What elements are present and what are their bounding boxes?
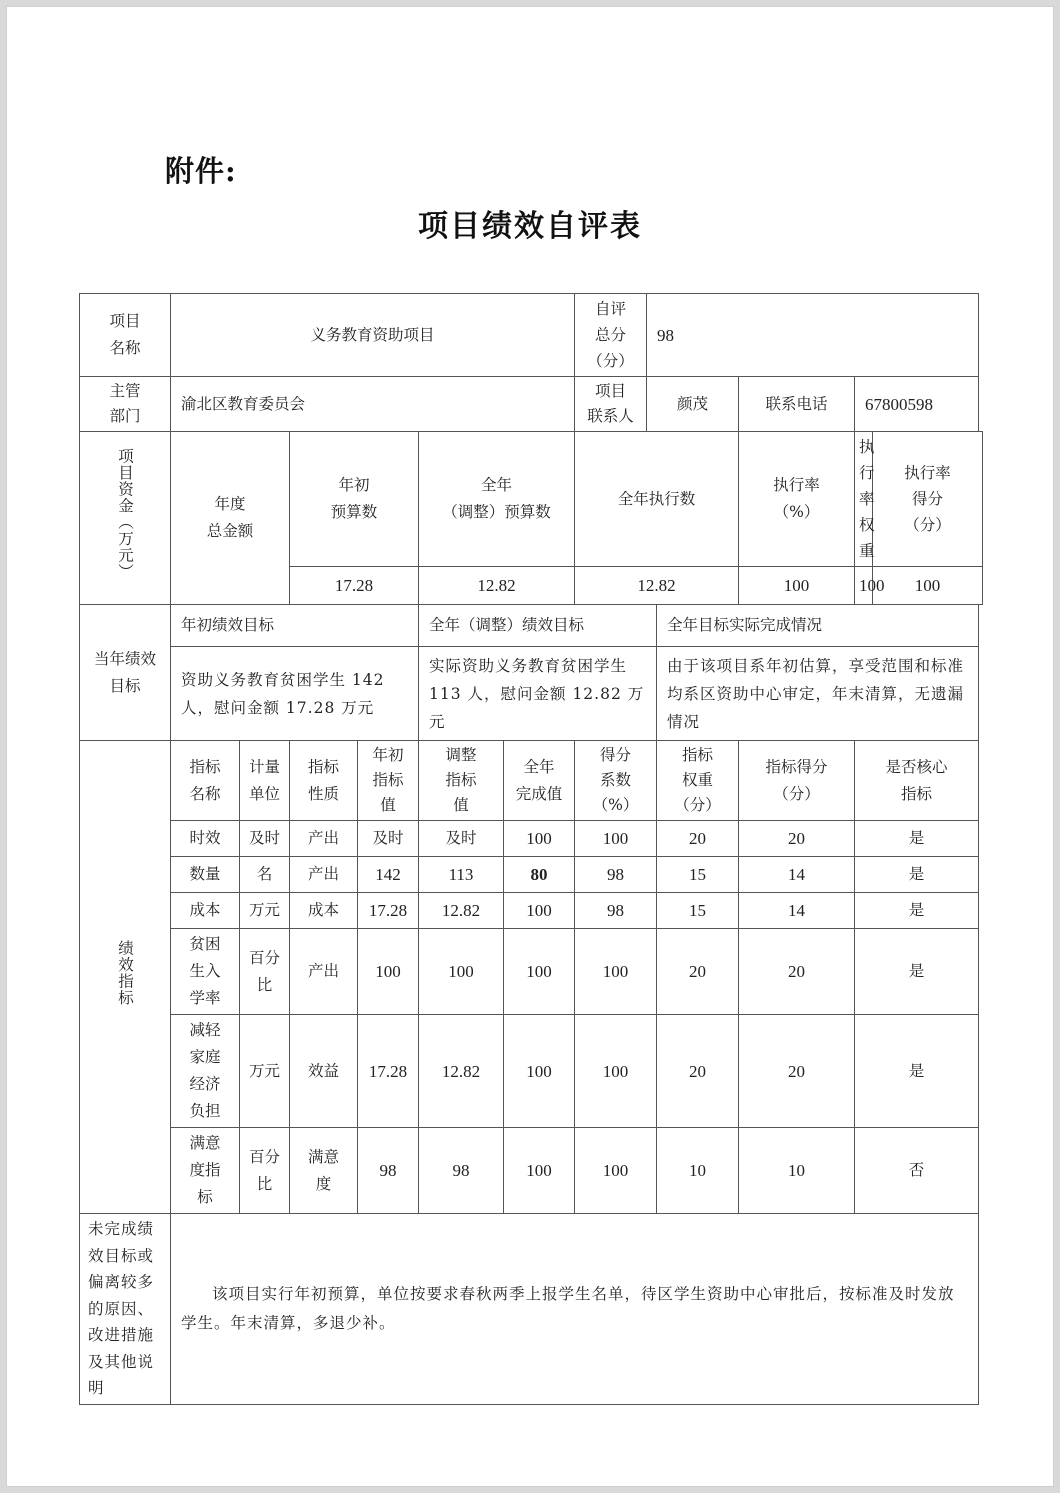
ind-cell-initial: 98 <box>358 1128 419 1214</box>
ind-header-unit: 计量 单位 <box>240 741 290 821</box>
table-row <box>80 821 983 857</box>
notes-label: 未完成绩 效目标或 偏离较多 的原因、 改进措施 及其他说 明 <box>80 1214 171 1405</box>
table-row <box>80 1015 983 1128</box>
ind-cell-name: 满意 度指 标 <box>171 1128 240 1214</box>
funds-weight-value: 100 <box>855 567 873 605</box>
document-page <box>6 6 1054 1487</box>
ind-header-coef: 得分 系数 （%） <box>575 741 657 821</box>
ind-cell-adjusted: 100 <box>419 929 504 1015</box>
phone-value: 67800598 <box>855 377 979 432</box>
project-name-label: 项目 名称 <box>80 294 171 377</box>
ind-cell-unit: 及时 <box>240 821 290 857</box>
ind-cell-core: 是 <box>855 1015 979 1128</box>
ind-cell-initial: 17.28 <box>358 1015 419 1128</box>
ind-cell-weight: 20 <box>657 1015 739 1128</box>
ind-cell-nature: 效益 <box>290 1015 358 1128</box>
row-indicators-header <box>80 741 983 821</box>
table-row <box>80 929 983 1015</box>
ind-header-nature: 指标 性质 <box>290 741 358 821</box>
phone-label: 联系电话 <box>739 377 855 432</box>
ind-cell-actual: 100 <box>504 1015 575 1128</box>
ind-cell-name: 贫困 生入 学率 <box>171 929 240 1015</box>
goals-actual-text: 由于该项目系年初估算，享受范围和标准均系区资助中心审定，年末清算，无遗漏情况 <box>657 647 979 741</box>
ind-cell-unit: 百分 比 <box>240 929 290 1015</box>
ind-cell-unit: 百分 比 <box>240 1128 290 1214</box>
row-goals-header <box>80 605 983 647</box>
ind-cell-nature: 产出 <box>290 821 358 857</box>
ind-cell-actual: 100 <box>504 821 575 857</box>
ind-cell-actual: 100 <box>504 1128 575 1214</box>
table-row <box>80 857 983 893</box>
ind-header-core: 是否核心 指标 <box>855 741 979 821</box>
ind-cell-initial: 及时 <box>358 821 419 857</box>
row-notes <box>80 1214 983 1405</box>
ind-cell-nature: 成本 <box>290 893 358 929</box>
ind-cell-core: 是 <box>855 929 979 1015</box>
ind-header-initial: 年初 指标 值 <box>358 741 419 821</box>
ind-cell-score: 14 <box>739 893 855 929</box>
ind-cell-core: 是 <box>855 893 979 929</box>
ind-cell-name: 数量 <box>171 857 240 893</box>
ind-cell-score: 20 <box>739 821 855 857</box>
project-name-value: 义务教育资助项目 <box>171 294 575 377</box>
indicators-label: 绩效指标 <box>80 741 171 1214</box>
goals-label: 当年绩效 目标 <box>80 605 171 741</box>
funds-total-header: 年度 总金额 <box>171 432 290 605</box>
ind-cell-weight: 20 <box>657 821 739 857</box>
ind-cell-score: 10 <box>739 1128 855 1214</box>
ind-cell-name: 成本 <box>171 893 240 929</box>
ind-cell-adjusted: 12.82 <box>419 893 504 929</box>
ind-cell-unit: 名 <box>240 857 290 893</box>
ind-cell-coef: 100 <box>575 929 657 1015</box>
goals-initial-header: 年初绩效目标 <box>171 605 419 647</box>
funds-score-value: 100 <box>873 567 983 605</box>
ind-header-weight: 指标 权重 （分） <box>657 741 739 821</box>
attachment-label: 附件: <box>165 154 237 188</box>
goals-adjusted-text: 实际资助义务教育贫困学生 113 人，慰问金额 12.82 万元 <box>419 647 657 741</box>
ind-cell-coef: 100 <box>575 1015 657 1128</box>
row-department <box>80 377 983 432</box>
ind-cell-unit: 万元 <box>240 893 290 929</box>
ind-cell-score: 20 <box>739 929 855 1015</box>
funds-adjusted-value: 12.82 <box>419 567 575 605</box>
ind-cell-score: 14 <box>739 857 855 893</box>
ind-cell-weight: 20 <box>657 929 739 1015</box>
self-score-label: 自评 总分 （分） <box>575 294 647 377</box>
ind-cell-nature: 产出 <box>290 929 358 1015</box>
ind-cell-adjusted: 98 <box>419 1128 504 1214</box>
funds-initial-value: 17.28 <box>290 567 419 605</box>
ind-cell-adjusted: 113 <box>419 857 504 893</box>
ind-cell-core: 否 <box>855 1128 979 1214</box>
table-row <box>80 893 983 929</box>
ind-cell-adjusted: 及时 <box>419 821 504 857</box>
ind-cell-coef: 98 <box>575 857 657 893</box>
page-title: 项目绩效自评表 <box>418 209 642 244</box>
funds-weight-header: 执行 率 权重 <box>855 432 873 567</box>
ind-cell-nature: 产出 <box>290 857 358 893</box>
dept-value: 渝北区教育委员会 <box>171 377 575 432</box>
funds-exec-value: 12.82 <box>575 567 739 605</box>
funds-score-header: 执行率 得分 （分） <box>873 432 983 567</box>
funds-exec-header: 全年执行数 <box>575 432 739 567</box>
ind-cell-coef: 98 <box>575 893 657 929</box>
row-funds-header <box>80 432 983 567</box>
ind-header-actual: 全年 完成值 <box>504 741 575 821</box>
ind-header-name: 指标 名称 <box>171 741 240 821</box>
dept-label: 主管 部门 <box>80 377 171 432</box>
goals-initial-text: 资助义务教育贫困学生 142 人，慰问金额 17.28 万元 <box>171 647 419 741</box>
ind-cell-initial: 142 <box>358 857 419 893</box>
ind-cell-score: 20 <box>739 1015 855 1128</box>
performance-table <box>79 293 983 1405</box>
table-row <box>80 1128 983 1214</box>
row-project-name <box>80 294 983 377</box>
self-score-value: 98 <box>647 294 979 377</box>
notes-text: 该项目实行年初预算，单位按要求春秋两季上报学生名单，待区学生资助中心审批后，按标准及时发放学生。年末清算，多退少补。 <box>171 1214 979 1405</box>
funds-rate-header: 执行率 （%） <box>739 432 855 567</box>
ind-cell-coef: 100 <box>575 821 657 857</box>
ind-cell-weight: 10 <box>657 1128 739 1214</box>
funds-initial-header: 年初 预算数 <box>290 432 419 567</box>
ind-cell-actual: 100 <box>504 929 575 1015</box>
ind-cell-core: 是 <box>855 821 979 857</box>
funds-rate-value: 100 <box>739 567 855 605</box>
ind-cell-initial: 100 <box>358 929 419 1015</box>
goals-actual-header: 全年目标实际完成情况 <box>657 605 979 647</box>
ind-cell-coef: 100 <box>575 1128 657 1214</box>
funds-label: 项目资金（万元） <box>80 432 171 605</box>
ind-header-adjusted: 调整 指标 值 <box>419 741 504 821</box>
ind-cell-initial: 17.28 <box>358 893 419 929</box>
ind-cell-actual: 100 <box>504 893 575 929</box>
contact-value: 颜茂 <box>647 377 739 432</box>
contact-label: 项目 联系人 <box>575 377 647 432</box>
row-goals-values <box>80 647 983 741</box>
ind-cell-nature: 满意 度 <box>290 1128 358 1214</box>
ind-header-score: 指标得分 （分） <box>739 741 855 821</box>
goals-adjusted-header: 全年（调整）绩效目标 <box>419 605 657 647</box>
ind-cell-name: 时效 <box>171 821 240 857</box>
ind-cell-weight: 15 <box>657 857 739 893</box>
ind-cell-actual: 80 <box>504 857 575 893</box>
ind-cell-weight: 15 <box>657 893 739 929</box>
ind-cell-core: 是 <box>855 857 979 893</box>
ind-cell-unit: 万元 <box>240 1015 290 1128</box>
funds-adjusted-header: 全年 （调整）预算数 <box>419 432 575 567</box>
ind-cell-name: 减轻 家庭 经济 负担 <box>171 1015 240 1128</box>
ind-cell-adjusted: 12.82 <box>419 1015 504 1128</box>
